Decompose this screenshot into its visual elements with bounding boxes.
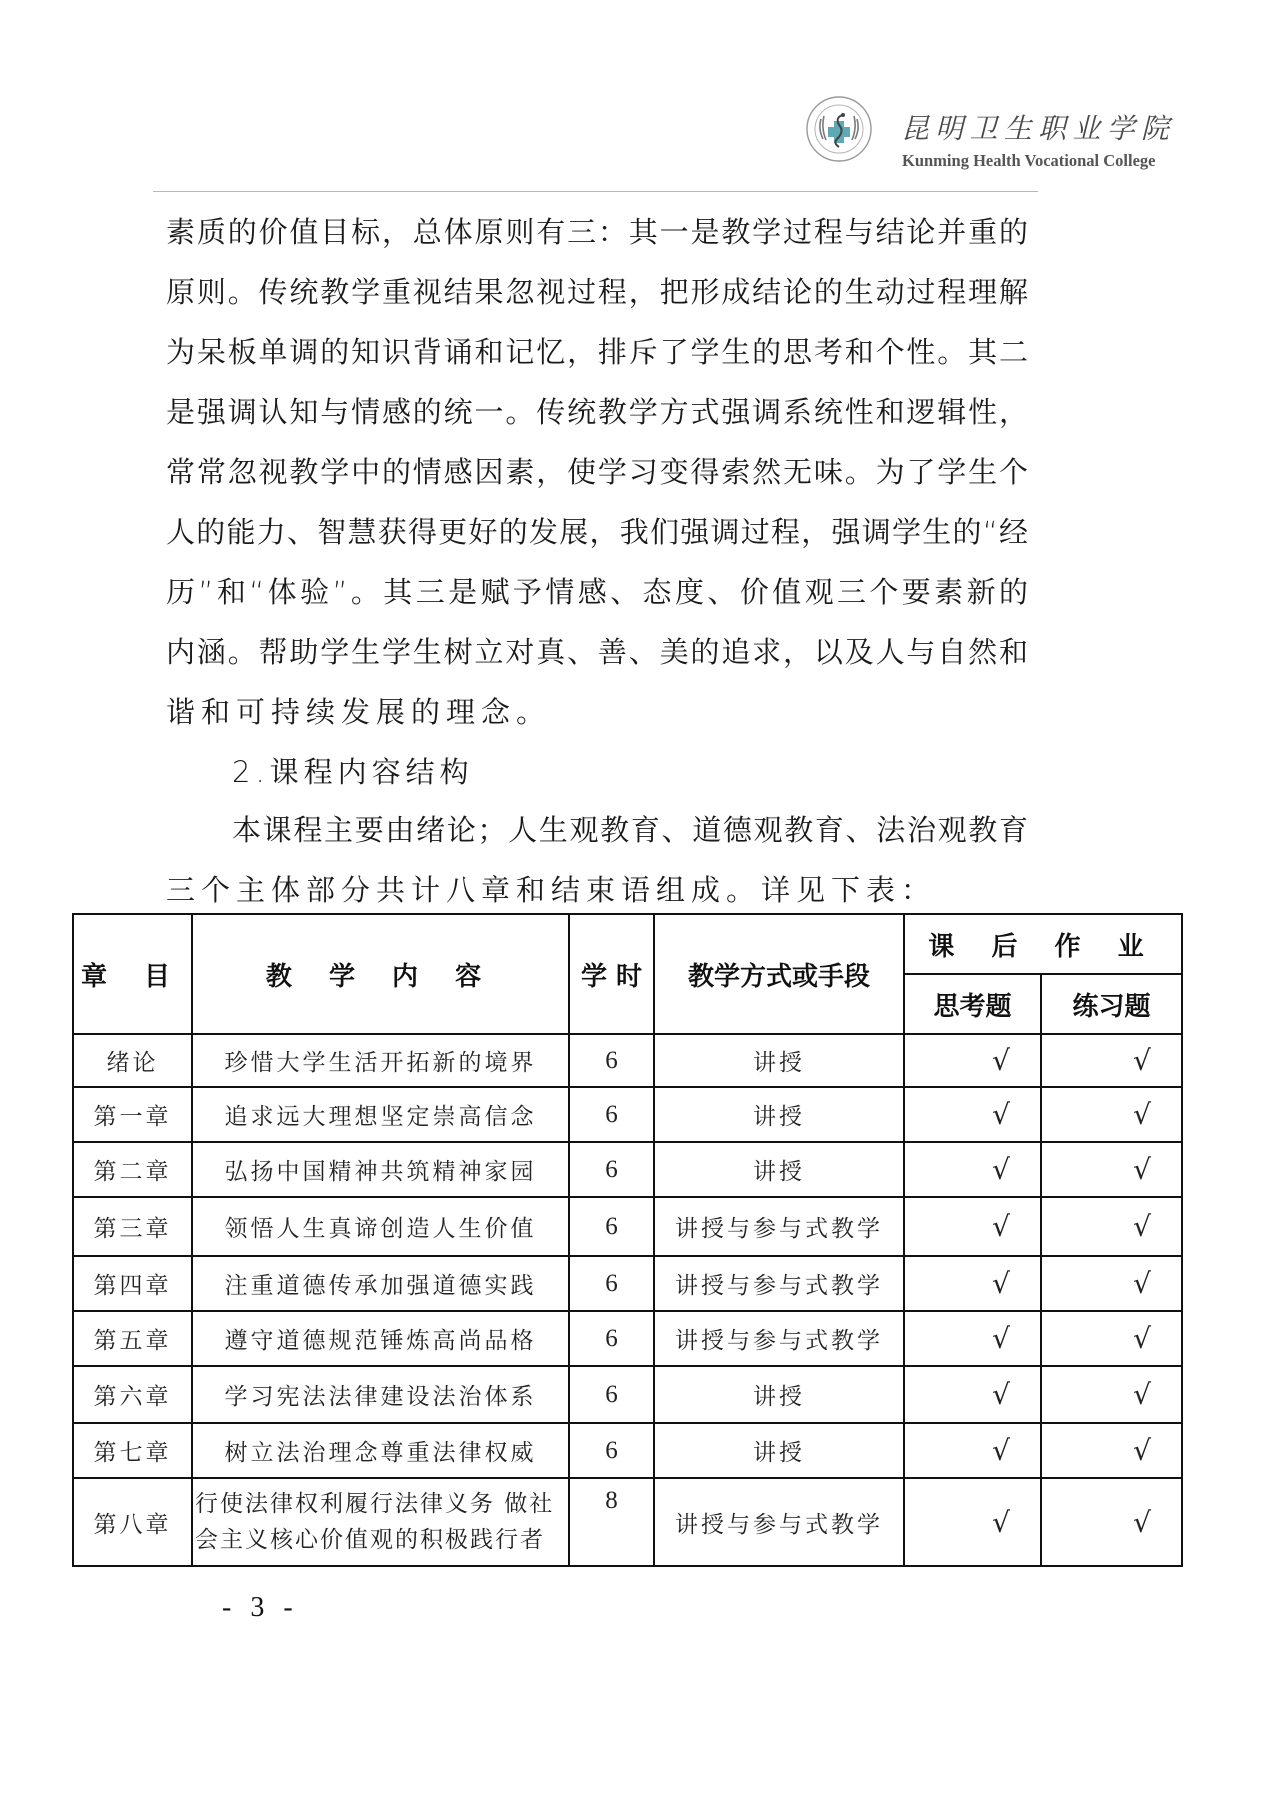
hours-cell: 6	[569, 1256, 654, 1311]
method-cell: 讲授与参与式教学	[654, 1256, 904, 1311]
paragraph-line: 为呆板单调的知识背诵和记忆，排斥了学生的思考和个性。其二	[166, 335, 1028, 369]
hours-cell: 6	[569, 1311, 654, 1366]
header-chapter: 章 目	[73, 914, 192, 1034]
chapter-cell: 第五章	[73, 1311, 192, 1366]
chapter-cell: 绪论	[73, 1034, 192, 1087]
thinking-check-cell: √	[904, 1423, 1041, 1478]
method-cell: 讲授与参与式教学	[654, 1478, 904, 1566]
hours-cell: 6	[569, 1034, 654, 1087]
chapter-cell: 第七章	[73, 1423, 192, 1478]
course-content-table	[72, 913, 1183, 1567]
table-row	[73, 1087, 1182, 1142]
thinking-check-cell: √	[904, 1366, 1041, 1423]
college-logo	[803, 93, 1183, 173]
paragraph-line: 人的能力、智慧获得更好的发展，我们强调过程，强调学生的“经	[166, 515, 1028, 549]
header-thinking-questions: 思考题	[904, 974, 1041, 1034]
table-row	[73, 1197, 1182, 1256]
header-hours: 学 时	[569, 914, 654, 1034]
header-homework: 课 后 作 业	[904, 914, 1182, 974]
college-name-cn: 昆明卫生职业学院	[901, 112, 1173, 145]
content-cell: 弘扬中国精神共筑精神家园	[192, 1142, 569, 1197]
header-divider	[153, 191, 1038, 192]
paragraph-line: 素质的价值目标，总体原则有三：其一是教学过程与结论并重的	[166, 215, 1028, 249]
section-heading: 2.课程内容结构	[232, 755, 474, 789]
content-cell: 行使法律权利履行法律义务 做社会主义核心价值观的积极践行者	[192, 1478, 569, 1566]
table-row	[73, 1478, 1182, 1566]
page-number: - 3 -	[222, 1592, 299, 1623]
intro-line: 三个主体部分共计八章和结束语组成。详见下表：	[166, 873, 937, 907]
content-cell: 树立法治理念尊重法律权威	[192, 1423, 569, 1478]
paragraph-line: 谐和可持续发展的理念。	[166, 695, 552, 729]
header-method: 教学方式或手段	[654, 914, 904, 1034]
method-cell: 讲授与参与式教学	[654, 1197, 904, 1256]
content-cell: 遵守道德规范锤炼高尚品格	[192, 1311, 569, 1366]
content-cell: 注重道德传承加强道德实践	[192, 1256, 569, 1311]
chapter-cell: 第六章	[73, 1366, 192, 1423]
method-cell: 讲授	[654, 1423, 904, 1478]
thinking-check-cell: √	[904, 1197, 1041, 1256]
thinking-check-cell: √	[904, 1256, 1041, 1311]
paragraph-line: 内涵。帮助学生学生树立对真、善、美的追求，以及人与自然和	[166, 635, 1028, 669]
thinking-check-cell: √	[904, 1034, 1041, 1087]
thinking-check-cell: √	[904, 1142, 1041, 1197]
chapter-cell: 第二章	[73, 1142, 192, 1197]
content-cell: 领悟人生真谛创造人生价值	[192, 1197, 569, 1256]
exercise-check-cell: √	[1041, 1256, 1182, 1311]
paragraph-line: 是强调认知与情感的统一。传统教学方式强调系统性和逻辑性，	[166, 395, 1028, 429]
hours-cell: 6	[569, 1366, 654, 1423]
hours-cell: 6	[569, 1423, 654, 1478]
method-cell: 讲授	[654, 1034, 904, 1087]
table-row	[73, 1311, 1182, 1366]
thinking-check-cell: √	[904, 1311, 1041, 1366]
method-cell: 讲授	[654, 1142, 904, 1197]
exercise-check-cell: √	[1041, 1142, 1182, 1197]
method-cell: 讲授	[654, 1366, 904, 1423]
table-row	[73, 1256, 1182, 1311]
college-emblem-icon	[805, 95, 873, 163]
method-cell: 讲授与参与式教学	[654, 1311, 904, 1366]
paragraph-line: 原则。传统教学重视结果忽视过程，把形成结论的生动过程理解	[166, 275, 1028, 309]
hours-cell: 6	[569, 1087, 654, 1142]
exercise-check-cell: √	[1041, 1034, 1182, 1087]
paragraph-line: 历”和“体验”。其三是赋予情感、态度、价值观三个要素新的	[166, 575, 1028, 609]
exercise-check-cell: √	[1041, 1478, 1182, 1566]
exercise-check-cell: √	[1041, 1197, 1182, 1256]
exercise-check-cell: √	[1041, 1366, 1182, 1423]
intro-line: 本课程主要由绪论；人生观教育、道德观教育、法治观教育	[232, 813, 1028, 847]
table-row	[73, 1366, 1182, 1423]
exercise-check-cell: √	[1041, 1087, 1182, 1142]
chapter-cell: 第一章	[73, 1087, 192, 1142]
header-content: 教 学 内 容	[192, 914, 569, 1034]
chapter-cell: 第四章	[73, 1256, 192, 1311]
thinking-check-cell: √	[904, 1087, 1041, 1142]
table-row	[73, 1142, 1182, 1197]
content-cell: 追求远大理想坚定崇高信念	[192, 1087, 569, 1142]
paragraph-line: 常常忽视教学中的情感因素，使学习变得索然无味。为了学生个	[166, 455, 1028, 489]
exercise-check-cell: √	[1041, 1311, 1182, 1366]
exercise-check-cell: √	[1041, 1423, 1182, 1478]
thinking-check-cell: √	[904, 1478, 1041, 1566]
chapter-cell: 第八章	[73, 1478, 192, 1566]
method-cell: 讲授	[654, 1087, 904, 1142]
hours-cell: 6	[569, 1197, 654, 1256]
hours-cell: 8	[569, 1478, 654, 1566]
table-row	[73, 1034, 1182, 1087]
chapter-cell: 第三章	[73, 1197, 192, 1256]
hours-cell: 6	[569, 1142, 654, 1197]
college-name-en: Kunming Health Vocational College	[902, 151, 1156, 170]
table-row	[73, 1423, 1182, 1478]
content-cell: 学习宪法法律建设法治体系	[192, 1366, 569, 1423]
header-exercises: 练习题	[1041, 974, 1182, 1034]
content-cell: 珍惜大学生活开拓新的境界	[192, 1034, 569, 1087]
